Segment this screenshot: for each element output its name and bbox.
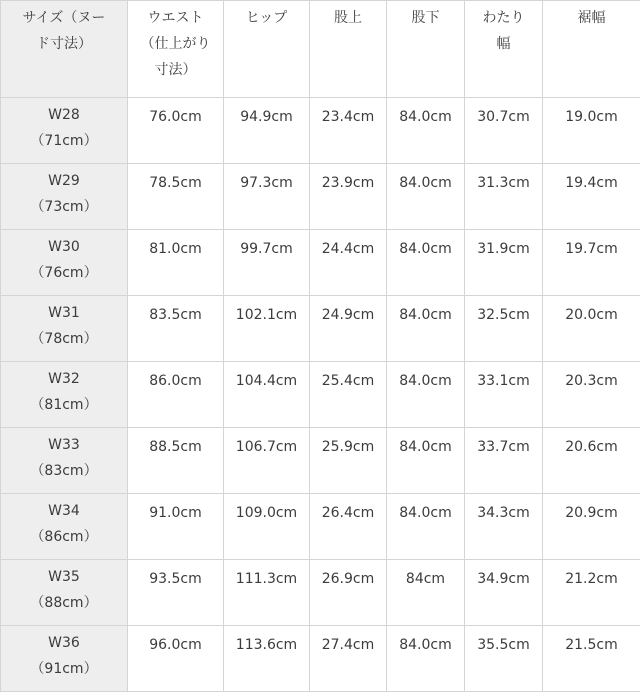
hem-value: 20.3cm xyxy=(543,362,640,428)
thigh-value: 33.7cm xyxy=(465,428,543,494)
size-cell xyxy=(1,296,128,362)
rise-value: 24.4cm xyxy=(310,230,387,296)
header-size-line-2: ド寸法） xyxy=(36,36,92,52)
header-inseam xyxy=(387,1,465,98)
waist-value: 88.5cm xyxy=(128,428,224,494)
header-row xyxy=(1,1,640,98)
size-cell xyxy=(1,494,128,560)
size-chart-body xyxy=(1,1,640,692)
waist-value: 86.0cm xyxy=(128,362,224,428)
rise-value: 27.4cm xyxy=(310,626,387,692)
header-waist-line-1: ウエスト xyxy=(147,10,204,26)
hip-value: 113.6cm xyxy=(224,626,310,692)
inseam-value: 84.0cm xyxy=(387,230,465,296)
inseam-value: 84.0cm xyxy=(387,98,465,164)
header-hip-line-1: ヒップ xyxy=(245,10,288,26)
size-label: W33 xyxy=(48,437,80,453)
size-label: W35 xyxy=(48,569,80,585)
hip-value: 97.3cm xyxy=(224,164,310,230)
waist-value: 96.0cm xyxy=(128,626,224,692)
rise-value: 26.4cm xyxy=(310,494,387,560)
hem-value: 20.0cm xyxy=(543,296,640,362)
nude-size-label: （83cm） xyxy=(30,463,98,479)
size-cell xyxy=(1,560,128,626)
hem-value: 20.9cm xyxy=(543,494,640,560)
nude-size-label: （71cm） xyxy=(30,133,98,149)
header-size-line-1: サイズ（ヌー xyxy=(22,10,106,26)
table-row xyxy=(1,428,640,494)
rise-value: 25.9cm xyxy=(310,428,387,494)
rise-value: 24.9cm xyxy=(310,296,387,362)
rise-value: 23.9cm xyxy=(310,164,387,230)
nude-size-label: （91cm） xyxy=(30,661,98,677)
nude-size-label: （73cm） xyxy=(30,199,98,215)
hip-value: 111.3cm xyxy=(224,560,310,626)
table-row xyxy=(1,494,640,560)
waist-value: 91.0cm xyxy=(128,494,224,560)
table-row xyxy=(1,362,640,428)
size-label: W36 xyxy=(48,635,80,651)
hem-value: 19.7cm xyxy=(543,230,640,296)
inseam-value: 84.0cm xyxy=(387,362,465,428)
thigh-value: 33.1cm xyxy=(465,362,543,428)
inseam-value: 84.0cm xyxy=(387,296,465,362)
size-label: W34 xyxy=(48,503,80,519)
table-row xyxy=(1,230,640,296)
hip-value: 94.9cm xyxy=(224,98,310,164)
hip-value: 104.4cm xyxy=(224,362,310,428)
table-row xyxy=(1,164,640,230)
size-label: W29 xyxy=(48,173,80,189)
thigh-value: 34.9cm xyxy=(465,560,543,626)
header-waist-line-2: （仕上がり xyxy=(140,36,211,52)
waist-value: 78.5cm xyxy=(128,164,224,230)
inseam-value: 84.0cm xyxy=(387,494,465,560)
hip-value: 99.7cm xyxy=(224,230,310,296)
rise-value: 23.4cm xyxy=(310,98,387,164)
thigh-value: 35.5cm xyxy=(465,626,543,692)
table-row xyxy=(1,98,640,164)
size-cell xyxy=(1,428,128,494)
thigh-value: 31.3cm xyxy=(465,164,543,230)
nude-size-label: （86cm） xyxy=(30,529,98,545)
waist-value: 81.0cm xyxy=(128,230,224,296)
size-label: W31 xyxy=(48,305,80,321)
hip-value: 109.0cm xyxy=(224,494,310,560)
table-row xyxy=(1,560,640,626)
header-rise-line-1: 股上 xyxy=(334,10,362,26)
size-cell xyxy=(1,164,128,230)
header-waist xyxy=(128,1,224,98)
header-thigh-line-2: 幅 xyxy=(496,36,511,52)
hem-value: 19.4cm xyxy=(543,164,640,230)
header-rise xyxy=(310,1,387,98)
hem-value: 21.2cm xyxy=(543,560,640,626)
header-size xyxy=(1,1,128,98)
hip-value: 106.7cm xyxy=(224,428,310,494)
size-cell xyxy=(1,98,128,164)
inseam-value: 84.0cm xyxy=(387,164,465,230)
inseam-value: 84.0cm xyxy=(387,626,465,692)
rise-value: 25.4cm xyxy=(310,362,387,428)
rise-value: 26.9cm xyxy=(310,560,387,626)
inseam-value: 84cm xyxy=(387,560,465,626)
size-label: W30 xyxy=(48,239,80,255)
table-row xyxy=(1,626,640,692)
nude-size-label: （78cm） xyxy=(30,331,98,347)
nude-size-label: （81cm） xyxy=(30,397,98,413)
header-hem-line-1: 裾幅 xyxy=(577,10,606,26)
size-cell xyxy=(1,626,128,692)
header-thigh xyxy=(465,1,543,98)
header-inseam-line-1: 股下 xyxy=(411,10,440,26)
thigh-value: 31.9cm xyxy=(465,230,543,296)
thigh-value: 34.3cm xyxy=(465,494,543,560)
waist-value: 76.0cm xyxy=(128,98,224,164)
waist-value: 93.5cm xyxy=(128,560,224,626)
size-cell xyxy=(1,362,128,428)
inseam-value: 84.0cm xyxy=(387,428,465,494)
nude-size-label: （76cm） xyxy=(30,265,98,281)
table-row xyxy=(1,296,640,362)
size-cell xyxy=(1,230,128,296)
hem-value: 20.6cm xyxy=(543,428,640,494)
size-label: W28 xyxy=(48,107,80,123)
header-hem xyxy=(543,1,640,98)
hip-value: 102.1cm xyxy=(224,296,310,362)
thigh-value: 32.5cm xyxy=(465,296,543,362)
header-thigh-line-1: わたり xyxy=(482,10,525,26)
hem-value: 19.0cm xyxy=(543,98,640,164)
header-hip xyxy=(224,1,310,98)
thigh-value: 30.7cm xyxy=(465,98,543,164)
hem-value: 21.5cm xyxy=(543,626,640,692)
header-waist-line-3: 寸法） xyxy=(154,62,197,78)
waist-value: 83.5cm xyxy=(128,296,224,362)
size-label: W32 xyxy=(48,371,80,387)
nude-size-label: （88cm） xyxy=(30,595,98,611)
